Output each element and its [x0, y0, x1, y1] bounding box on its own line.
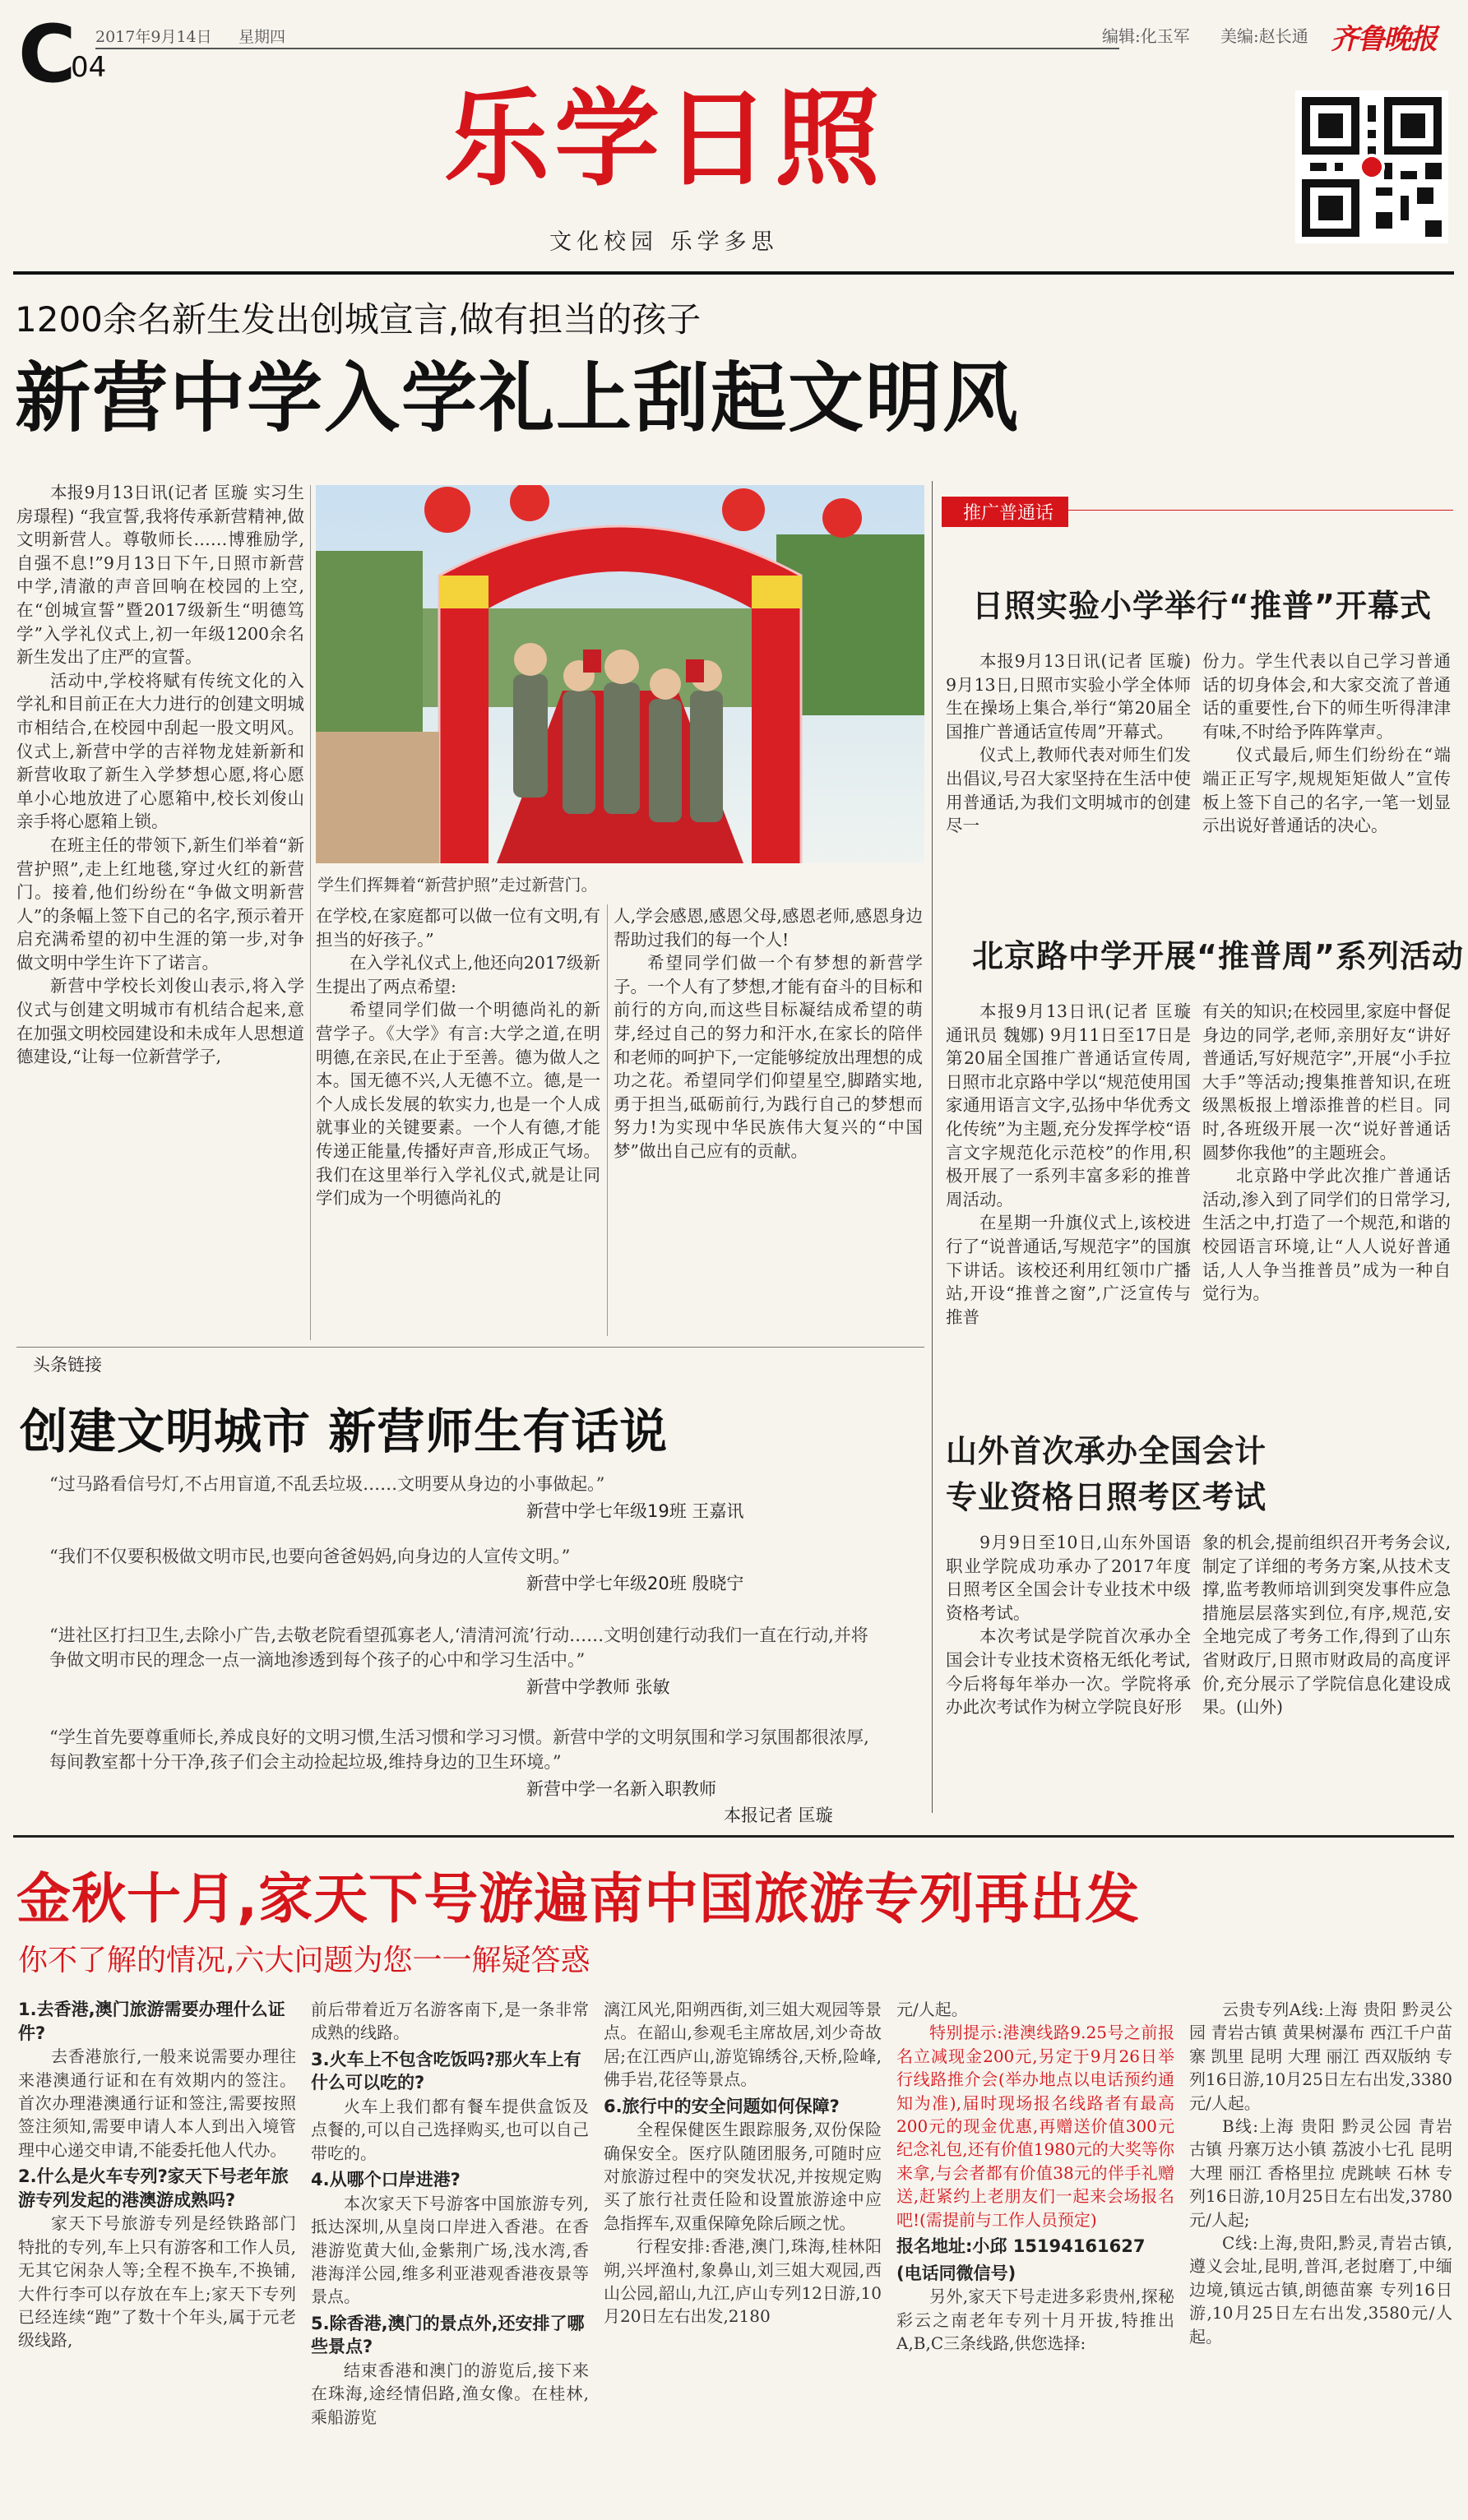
lead-paragraph: 人,学会感恩,感恩父母,感恩老师,感恩身边帮助过我们的每一个人!: [614, 906, 923, 950]
quote-signature: 新营中学七年级19班 王嘉讯: [526, 1501, 744, 1521]
section-divider: [932, 481, 933, 1813]
quote-block: [49, 1725, 872, 1827]
quote-block: [49, 1472, 872, 1544]
masthead-slogan: 文化校园 乐学多思: [549, 229, 779, 255]
ad-column-2: [311, 1998, 589, 2512]
ad-paragraph: 元/人起。: [896, 2000, 968, 2019]
quote-text: “我们不仅要积极做文明市民,也要向爸爸妈妈,向身边的人宣传文明。”: [49, 1547, 571, 1566]
ad-paragraph: 行程安排:香港,澳门,珠海,桂林阳朔,兴坪渔村,象鼻山,刘三姐大观园,西山公园,韶山,九江,庐山专列12日游,10月20日左右出发,2180: [604, 2236, 882, 2327]
ad-question: 6.旅行中的安全问题如何保障?: [604, 2096, 840, 2116]
ad-question: 2.什么是火车专列?家天下号老年旅游专列发起的港澳游成熟吗?: [18, 2166, 289, 2210]
article-paragraph: 份力。学生代表以自己学习普通话的切身体会,和大家交流了普通话的重要性,台下的师生听得津津有味,不时给予阵阵掌声。: [1202, 651, 1451, 742]
header-rule: [95, 48, 1119, 49]
quote-signature: 新营中学一名新入职教师: [526, 1779, 716, 1799]
article-column: [946, 1000, 1191, 1419]
reporter-credit: 本报记者 匡璇: [724, 1806, 833, 1825]
photo-caption: 学生们挥舞着“新营护照”走过新营门。: [317, 875, 598, 895]
lead-paragraph: 本报9月13日讯(记者 匡璇 实习生 房璟程) “我宣誓,我将传承新营精神,做文明新营人。尊敬师长……博雅励学,自强不息!”9月13日下午,日照市新营中学,清澈的声音回响在校园的上空,在“创城宣誓”暨2017级新生“明德笃学”入学礼仪式上,初一年级1200余名新生发出了庄严的宣誓。: [16, 483, 304, 668]
lead-kicker: 1200余名新生发出创城宣言,做有担当的孩子: [15, 299, 702, 340]
article-paragraph: 本报9月13日讯(记者 匡璇) 9月13日,日照市实验小学全体师生在操场上集合,举行“第20届全国推广普通话宣传周”开幕式。: [946, 651, 1191, 742]
ad-paragraph: 本次家天下号游客中国旅游专列,抵达深圳,从皇岗口岸进入香港。在香港游览黄大仙,金紫荆广场,浅水湾,香港海洋公园,维多利亚港观香港夜景等景点。: [311, 2193, 589, 2307]
lead-column-3: [614, 904, 923, 1336]
ad-paragraph: 火车上我们都有餐车提供盒饭及点餐的,可以自己选择购买,也可以自己带吃的。: [311, 2097, 589, 2163]
article-paragraph: 有关的知识;在校园里,家庭中督促身边的同学,老师,亲朋好友“讲好普通话,写好规范字”,开展“小手拉大手”等活动;搜集推普知识,在班级黑板报上增添推普的栏目。同时,各班级开展一次“说好普通话 圆梦你我他”的主题班会。: [1202, 1001, 1451, 1163]
ad-question: 3.火车上不包含吃饭吗?那火车上有什么可以吃的?: [311, 2049, 581, 2093]
ad-paragraph: 全程保健医生跟踪服务,双份保险确保安全。医疗队随团服务,可随时应对旅游过程中的突发状况,并按规定购买了旅行社责任险和设置旅游途中应急指挥车,双重保障免除后顾之忧。: [604, 2120, 882, 2233]
quote-text: “学生首先要尊重师长,养成良好的文明习惯,生活习惯和学习习惯。新营中学的文明氛围和学习氛围都很浓厚,每间教室都十分干净,孩子们会主动捡起垃圾,维持身边的卫生环境。”: [49, 1727, 869, 1772]
section-tag: 推广普通话: [942, 497, 1068, 527]
quote-block: [49, 1623, 872, 1725]
ad-rule: [13, 1835, 1454, 1838]
paper-logo: 齐鲁晚报: [1331, 23, 1436, 56]
article-headline: 山外首次承办全国会计: [946, 1433, 1267, 1469]
article-headline: 日照实验小学举行“推普”开幕式: [972, 588, 1432, 624]
ad-column-1: [18, 1998, 296, 2512]
article-paragraph: 本次考试是学院首次承办全国会计专业技术资格无纸化考试,今后将每年举办一次。学院将承办此次考试作为树立学院良好形: [946, 1626, 1191, 1718]
article-paragraph: 仪式上,教师代表对师生们发出倡议,号召大家坚持在生活中使用普通话,为我们文明城市的创建尽一: [946, 745, 1191, 836]
lead-paragraph: 新营中学校长刘俊山表示,将入学仪式与创建文明城市有机结合起来,意在加强文明校园建设和未成年人思想道德建设,“让每一位新营学子,: [16, 976, 304, 1067]
lead-paragraph: 希望同学们做一个明德尚礼的新营学子。《大学》有言:大学之道,在明明德,在亲民,在止于至善。德为做人之本。国无德不兴,人无德不立。德,是一个人成长发展的软实力,也是一个人成就事业的关键要素。一个人有德,才能传递正能量,传播好声音,形成正气场。我们在这里举行入学礼仪式,就是让同学们成为一个明德尚礼的: [316, 1000, 600, 1209]
article-paragraph: 北京路中学此次推广普通话活动,渗入到了同学们的日常学习,生活之中,打造了一个规范,和谐的校园语言环境,让“人人说好普通话,人人争当推普员”成为一种自觉行为。: [1202, 1166, 1451, 1304]
ad-special-notice: 特别提示:港澳线路9.25号之前报名立减现金200元,另定于9月26日举行线路推介会(举办地点以电话预约通知为准),届时现场报名线路者有最高200元的现金优惠,再赠送价值300元纪念礼包,还有价值1980元的大奖等你来拿,与会者都有价值38元的伴手礼赠送,赶紧约上老朋友们一起来会场报名吧!(需提前与工作人员预定): [896, 2023, 1174, 2230]
quote-block: [49, 1544, 872, 1623]
ad-paragraph: 另外,家天下号走进多彩贵州,探秘彩云之南老年专列十月开拔,特推出A,B,C三条线路,供您选择:: [896, 2286, 1174, 2354]
ad-question: 4.从哪个口岸进港?: [311, 2170, 461, 2190]
article-column: [946, 1531, 1191, 1810]
editor-credit: 编辑:化玉军: [1102, 26, 1190, 46]
article-headline: 北京路中学开展“推普周”系列活动: [972, 938, 1464, 974]
ad-paragraph: 家天下号旅游专列是经铁路部门特批的专列,车上只有游客和工作人员,无其它闲杂人等;全程不换车,不换铺,大件行李可以存放在车上;家天下专列已经连续“跑”了数十个年头,属于元老级线路,: [18, 2213, 296, 2351]
ad-question: 5.除香港,澳门的景点外,还安排了哪些景点?: [311, 2313, 585, 2357]
lead-paragraph: 在班主任的带领下,新生们举着“新营护照”,走上红地毯,穿过火红的新营门。接着,他们纷纷在“争做文明新营人”的条幅上签下自己的名字,预示着开启充满希望的初中生涯的第一步,对争做文明中学生许下了诺言。: [16, 835, 304, 973]
ad-headline: 金秋十月,家天下号游遍南中国旅游专列再出发: [16, 1867, 1141, 1930]
qr-code-icon: [1295, 90, 1448, 243]
ad-paragraph: 云贵专列A线:上海 贵阳 黔灵公园 青岩古镇 黄果树瀑布 西江千户苗寨 凯里 昆明 大理 丽江 西双版纳 专列16日游,10月25日左右出发,3380元/人起。: [1189, 2000, 1452, 2113]
ad-column-4: [896, 1998, 1174, 2512]
designer-credit: 美编:赵长通: [1220, 26, 1308, 46]
ad-column-3: [604, 1998, 882, 2512]
article-column: [1202, 650, 1451, 896]
article-paragraph: 象的机会,提前组织召开考务会议,制定了详细的考务方案,从技术支撑,监考教师培训到突发事件应急措施层层落实到位,有序,规范,安全地完成了考务工作,得到了山东省财政厅,日照市财政局的高度评价,充分展示了学院信息化建设成果。(山外): [1202, 1533, 1451, 1718]
article-paragraph: 本报9月13日讯(记者 匡璇 通讯员 魏娜) 9月11日至17日是第20届全国推广普通话宣传周,日照市北京路中学以“规范使用国家通用语言文字,弘扬中华优秀文化传统”为主题,充分发挥学校“语言文字规范化示范校”的作用,积极开展了一系列丰富多彩的推普周活动。: [946, 1001, 1191, 1209]
sidebar-label: 头条链接: [33, 1355, 102, 1375]
ad-paragraph: 漓江风光,阳朔西街,刘三姐大观园等景点。在韶山,参观毛主席故居,刘少奇故居;在江西庐山,游览锦绣谷,天桥,险峰,佛手岩,花径等景点。: [604, 2000, 882, 2090]
article-paragraph: 在星期一升旗仪式上,该校进行了“说普通话,写规范字”的国旗下讲话。该校还利用红领巾广播站,开设“推普之窗”,广泛宣传与推普: [946, 1213, 1191, 1327]
masthead-title: 乐学日照: [444, 78, 886, 201]
article-paragraph: 9月9日至10日,山东外国语职业学院成功承办了2017年度日照考区全国会计专业技术中级资格考试。: [946, 1533, 1191, 1623]
ad-paragraph: C线:上海,贵阳,黔灵,青岩古镇,遵义会址,昆明,普洱,老挝磨丁,中缅边境,镇远古镇,朗德苗寨 专列16日游,10月25日左右出发,3580元/人起。: [1189, 2233, 1452, 2347]
article-headline: 专业资格日照考区考试: [946, 1479, 1267, 1515]
article-column: [1202, 1531, 1451, 1810]
lead-paragraph: 在入学礼仪式上,他还向2017级新生提出了两点希望:: [316, 953, 600, 996]
issue-weekday: 星期四: [238, 28, 286, 46]
lead-paragraph: 希望同学们做一个有梦想的新营学子。一个人有了梦想,才能有奋斗的目标和前行的方向,而这些目标凝结成希望的萌芽,经过自己的努力和汗水,在家长的陪伴和老师的呵护下,一定能够绽放出理想的成功之花。希望同学们仰望星空,脚踏实地,勇于担当,砥砺前行,为践行自己的梦想而努力!为实现中华民族伟大复兴的“中国梦”做出自己应有的贡献。: [614, 953, 923, 1161]
page-number: 04: [71, 51, 107, 84]
ad-paragraph: 结束香港和澳门的游览后,接下来在珠海,途经情侣路,渔女像。在桂林,乘船游览: [311, 2360, 589, 2427]
column-rule: [607, 904, 608, 1336]
quote-signature: 新营中学七年级20班 殷晓宁: [526, 1574, 744, 1593]
quote-text: “过马路看信号灯,不占用盲道,不乱丢垃圾……文明要从身边的小事做起。”: [49, 1474, 605, 1494]
ad-paragraph: 去香港旅行,一般来说需要办理往来港澳通行证和在有效期内的签注。首次办理港澳通行证和签注,需要按照签注须知,需要申请人本人到出入境管理中心递交申请,不能委托他人代办。: [18, 2046, 296, 2160]
lead-photo: [316, 485, 924, 863]
sidebar-quotes: [49, 1472, 872, 1827]
ad-question: 1.去香港,澳门旅游需要办理什么证件?: [18, 2000, 285, 2043]
column-rule: [310, 485, 311, 1340]
article-paragraph: 仪式最后,师生们纷纷在“端端正正写字,规规矩矩做人”宣传板上签下自己的名字,一笔一划显示出说好普通话的决心。: [1202, 745, 1451, 836]
ad-paragraph: B线:上海 贵阳 黔灵公园 青岩古镇 丹寨万达小镇 荔波小七孔 昆明 大理 丽江 香格里拉 虎跳峡 石林 专列16日游,10月25日左右出发,3780元/人起;: [1189, 2116, 1452, 2230]
lead-paragraph: 在学校,在家庭都可以做一位有文明,有担当的好孩子。”: [316, 906, 600, 950]
lead-paragraph: 活动中,学校将赋有传统文化的入学礼和目前正在大力进行的创建文明城市相结合,在校园中刮起一股文明风。仪式上,新营中学的吉祥物龙娃新新和新营收取了新生入学梦想心愿,将心愿单小心地放进了心愿箱中,校长刘俊山亲手将心愿箱上锁。: [16, 670, 304, 832]
article-column: [1202, 1000, 1451, 1419]
ad-column-5: [1189, 1998, 1452, 2512]
ad-question: (电话同微信号): [896, 2263, 1016, 2283]
ad-question: 报名地址:小邱 15194161627: [896, 2236, 1146, 2257]
section-letter: C: [18, 8, 76, 100]
sidebar-headline: 创建文明城市 新营师生有话说: [20, 1403, 669, 1459]
quote-signature: 新营中学教师 张敏: [526, 1677, 670, 1697]
ad-paragraph: 前后带着近万名游客南下,是一条非常成熟的线路。: [311, 2000, 589, 2043]
quote-text: “进社区打扫卫生,去除小广告,去敬老院看望孤寡老人,‘清清河流’行动……文明创建行动我们一直在行动,并将争做文明市民的理念一点一滴地渗透到每个孩子的心中和学习生活中。”: [49, 1625, 868, 1670]
masthead-rule: [13, 271, 1454, 275]
article-column: [946, 650, 1191, 896]
lead-headline: 新营中学入学礼上刮起文明风: [15, 354, 1021, 442]
issue-date: 2017年9月14日: [95, 28, 212, 46]
sidebar-rule: [16, 1347, 924, 1348]
lead-column-1: [16, 481, 304, 1336]
ad-subhead: 你不了解的情况,六大问题为您一一解疑答惑: [18, 1944, 590, 1977]
lead-column-2: [316, 904, 600, 1336]
